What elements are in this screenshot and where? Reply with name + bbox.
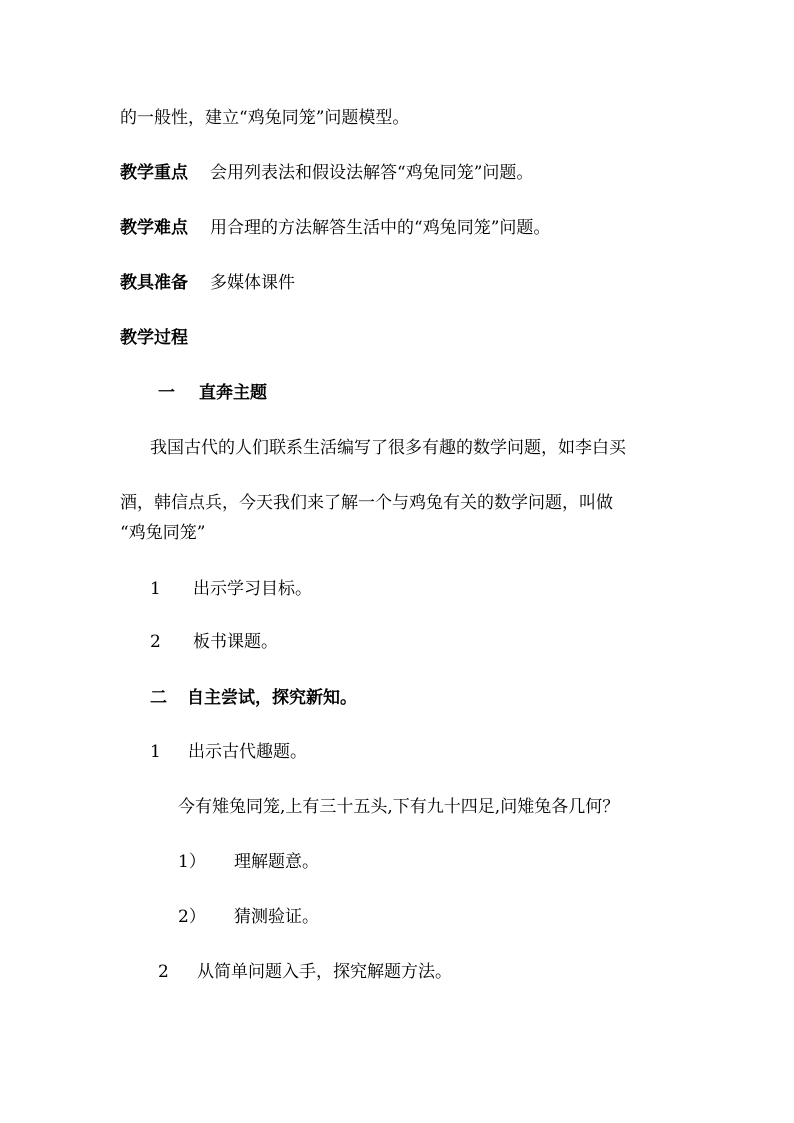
section1-heading bbox=[158, 381, 267, 405]
section2-item-1 bbox=[150, 740, 307, 764]
section2-item-2 bbox=[158, 960, 452, 984]
section1-title: 直奔主题 bbox=[199, 383, 267, 403]
materials-row bbox=[120, 271, 295, 295]
difficult-point-text: 用合理的方法解答生活中的“鸡兔同笼”问题。 bbox=[210, 218, 551, 238]
section1-item-1 bbox=[150, 577, 312, 601]
section2-item-2-text: 从简单问题入手，探究解题方法。 bbox=[197, 962, 452, 982]
section2-item-1-number: 1 bbox=[150, 742, 161, 762]
section1-item-2 bbox=[150, 630, 278, 654]
intro-text: 的一般性，建立“鸡兔同笼”问题模型。 bbox=[120, 108, 410, 128]
intro-line bbox=[120, 106, 409, 130]
materials-text: 多媒体课件 bbox=[210, 273, 295, 293]
section2-subitem-2-number: 2） bbox=[178, 907, 206, 927]
section1-paragraph-line2: 酒，韩信点兵，今天我们来了解一个与鸡兔有关的数学问题，叫做 bbox=[120, 493, 613, 513]
section2-subitem-1-text: 理解题意。 bbox=[234, 852, 319, 872]
section1-item-1-text: 出示学习目标。 bbox=[193, 579, 312, 599]
section2-item-1-text: 出示古代趣题。 bbox=[188, 742, 307, 762]
ancient-problem: 今有雉兔同笼,上有三十五头,下有九十四足,问雉兔各几何？ bbox=[178, 797, 620, 817]
section2-subitem-1 bbox=[178, 850, 319, 874]
section1-paragraph-line1: 我国古代的人们联系生活编写了很多有趣的数学问题，如李白买 bbox=[150, 438, 626, 458]
process-heading: 教学过程 bbox=[120, 328, 188, 348]
materials-label: 教具准备 bbox=[120, 273, 188, 293]
difficult-point-row bbox=[120, 216, 550, 240]
section2-number: 二 bbox=[150, 688, 167, 708]
section2-heading bbox=[150, 686, 357, 710]
section1-paragraph-line3: “鸡兔同笼” bbox=[120, 523, 206, 543]
section2-title: 自主尝试，探究新知。 bbox=[187, 688, 357, 708]
section1-item-2-number: 2 bbox=[150, 632, 161, 652]
section2-subitem-2-text: 猜测验证。 bbox=[234, 907, 319, 927]
difficult-point-label: 教学难点 bbox=[120, 218, 188, 238]
section2-item-2-number: 2 bbox=[158, 962, 169, 982]
section2-subitem-1-number: 1） bbox=[178, 852, 206, 872]
key-point-label: 教学重点 bbox=[120, 163, 188, 183]
section2-subitem-2 bbox=[178, 905, 319, 929]
section1-item-2-text: 板书课题。 bbox=[193, 632, 278, 652]
key-point-row bbox=[120, 161, 533, 185]
section1-number: 一 bbox=[158, 383, 175, 403]
section1-item-1-number: 1 bbox=[150, 579, 161, 599]
key-point-text: 会用列表法和假设法解答“鸡兔同笼”问题。 bbox=[210, 163, 534, 183]
